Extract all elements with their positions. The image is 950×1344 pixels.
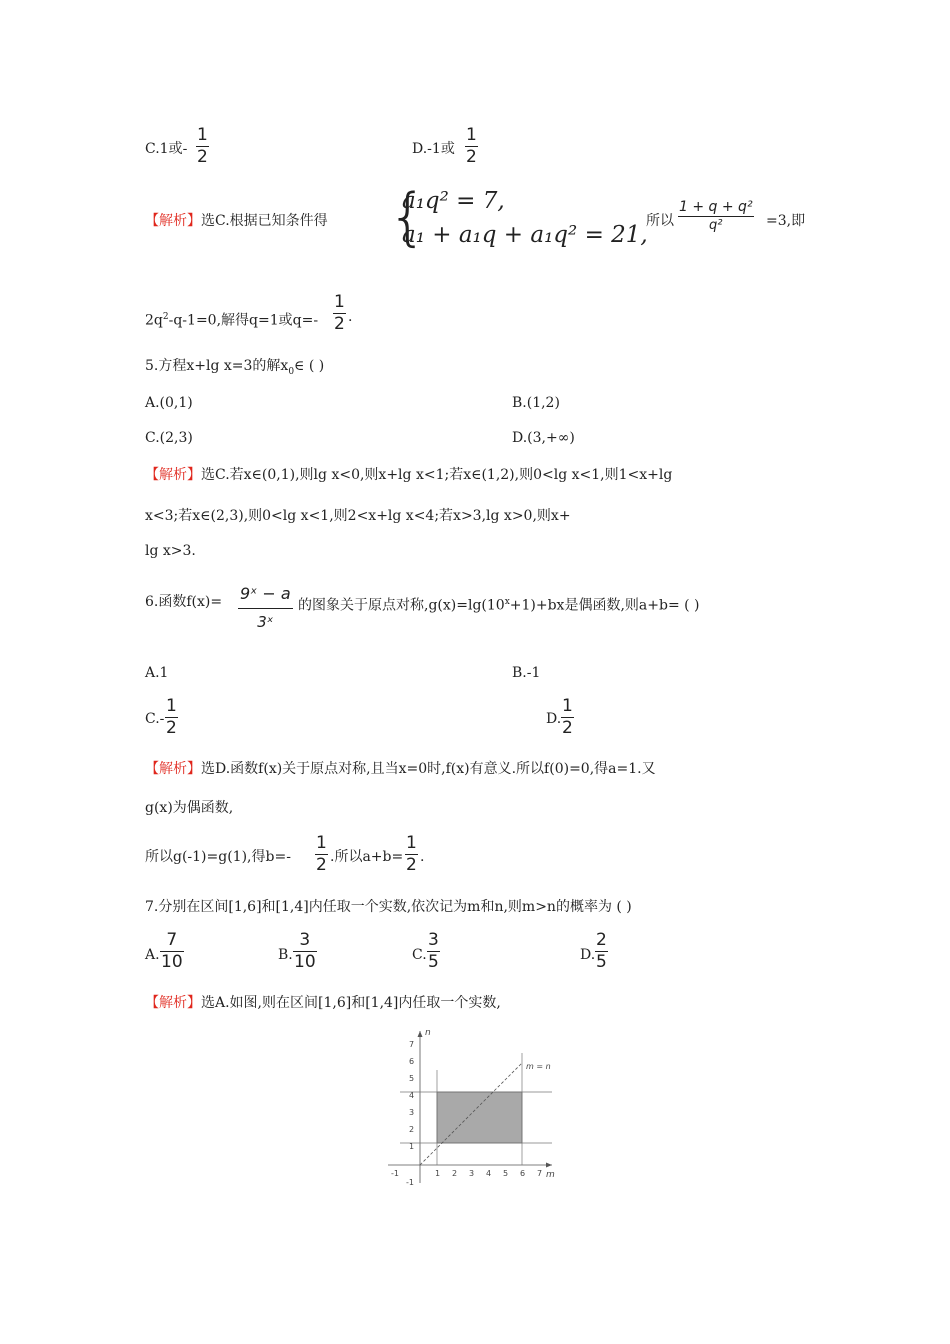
solution-tag: 【解析】: [145, 995, 201, 1011]
solution-tag: 【解析】: [145, 213, 201, 229]
y-tick: 2: [409, 1125, 415, 1134]
q4-solution-tail: =3,即: [766, 213, 806, 229]
q4-solution-intro: 【解析】选C.根据已知条件得: [145, 213, 328, 229]
q4-solution-so: 所以: [646, 213, 674, 229]
q6-solution-line-1: 【解析】选D.函数f(x)关于原点对称,且当x=0时,f(x)有意义.所以f(0)=0,得a=1.又: [145, 761, 656, 777]
n-axis-label: n: [425, 1028, 431, 1038]
system-line-2: a₁ + a₁q + a₁q² = 21,: [402, 222, 648, 248]
q4-option-c: C.1或-: [145, 141, 188, 157]
q7-option-d-fraction: 2 5: [596, 930, 607, 972]
q4-solution-fraction: 1 2: [334, 292, 345, 334]
q6-stem-end: 的图象关于原点对称$,g(x)=\lg(10^x+1)+bx$是偶函数,则a+b= ( ): [298, 597, 700, 614]
q6-solution-fraction-b: 1 2: [316, 833, 327, 875]
q7-option-a: A.: [145, 947, 160, 963]
brace-icon: {: [388, 180, 428, 253]
q7-option-b-fraction: 3 10: [294, 930, 316, 972]
line-m-equals-n-label: m = n: [526, 1062, 551, 1071]
y-tick: 6: [409, 1057, 415, 1066]
q7-option-d: D.: [580, 947, 596, 963]
y-tick: 1: [409, 1142, 415, 1151]
q6-solution-fraction-sum: 1 2: [406, 833, 417, 875]
q7-option-c: C.: [412, 947, 427, 963]
q7-option-a-fraction: 7 10: [161, 930, 183, 972]
y-tick: -1: [406, 1178, 414, 1187]
q5-option-a: A.(0,1): [145, 395, 193, 411]
q6-solution-line-3a: 所以g(-1)=g(1),得b=-: [145, 849, 291, 865]
y-tick: 3: [409, 1108, 415, 1117]
m-axis-label: m: [546, 1170, 555, 1180]
q7-stem: 7.分别在区间[1,6]和[1,4]内任取一个实数,依次记为m和n,则m>n的概率为 ( ): [145, 899, 632, 915]
x-tick: 3: [469, 1169, 475, 1178]
q4-option-d: D.-1或: [412, 141, 455, 157]
q4-option-c-fraction: 1 2: [197, 125, 208, 167]
x-tick: 4: [486, 1169, 492, 1178]
q4-solution-period: .: [348, 309, 353, 325]
q6-solution-line-2: g(x)为偶函数,: [145, 800, 234, 816]
y-tick: 4: [409, 1091, 415, 1100]
x-tick: 5: [503, 1169, 509, 1178]
q5-solution-line-2: x<3;若x∈(2,3),则0<lg x<1,则2<x+lg x<4;若x>3,lg x>0,则x+: [145, 508, 571, 524]
q5-solution-line-1: 【解析】选C.若x∈(0,1),则lg x<0,则x+lg x<1;若x∈(1,2),则0<lg x<1,则1<x+lg: [145, 467, 673, 483]
q6-option-a: A.1: [145, 665, 169, 681]
system-line-1: a₁q² = 7,: [402, 188, 505, 214]
q6-function-fraction: 9ˣ − a 3ˣ: [240, 584, 291, 631]
probability-figure: [380, 1025, 565, 1190]
q7-solution-line-1: 【解析】选A.如图,则在区间[1,6]和[1,4]内任取一个实数,: [145, 995, 501, 1011]
q5-option-c: C.(2,3): [145, 430, 193, 446]
q4-ratio-fraction: 1 + q + q² q²: [679, 199, 753, 233]
x-tick: 1: [435, 1169, 441, 1178]
q6-option-d: D.: [546, 711, 562, 727]
m-axis-arrow-icon: [546, 1163, 552, 1168]
q6-solution-period: .: [420, 849, 425, 865]
q6-option-b: B.-1: [512, 665, 541, 681]
q4-option-d-fraction: 1 2: [466, 125, 477, 167]
q7-option-b: B.: [278, 947, 293, 963]
q6-option-c-fraction: 1 2: [166, 696, 177, 738]
q6-option-d-fraction: 1 2: [562, 696, 573, 738]
n-axis-arrow-icon: [418, 1031, 423, 1037]
q4-solution-line-2: $2q^2-q-1=0$,解得q=1或q=-: [145, 312, 319, 329]
solution-tag: 【解析】: [145, 467, 201, 483]
x-tick: 7: [537, 1169, 543, 1178]
x-tick-labels: [391, 1169, 542, 1178]
q6-stem-start: 6.函数f(x)=: [145, 594, 223, 610]
q5-option-d: D.(3,+∞): [512, 430, 575, 446]
x-tick: 2: [452, 1169, 458, 1178]
q6-solution-line-3b: .所以a+b=: [330, 849, 404, 865]
solution-tag: 【解析】: [145, 761, 201, 777]
q6-option-c: C.-: [145, 711, 165, 727]
x-tick: 6: [520, 1169, 526, 1178]
q5-option-b: B.(1,2): [512, 395, 560, 411]
y-tick: 7: [409, 1040, 415, 1049]
q5-solution-line-3: lg x>3.: [145, 543, 196, 559]
q7-option-c-fraction: 3 5: [428, 930, 439, 972]
y-tick: 5: [409, 1074, 415, 1083]
q5-stem: 5.方程x+lg x=3的解$x_0\in$ ( ): [145, 358, 325, 377]
x-tick: -1: [391, 1169, 399, 1178]
